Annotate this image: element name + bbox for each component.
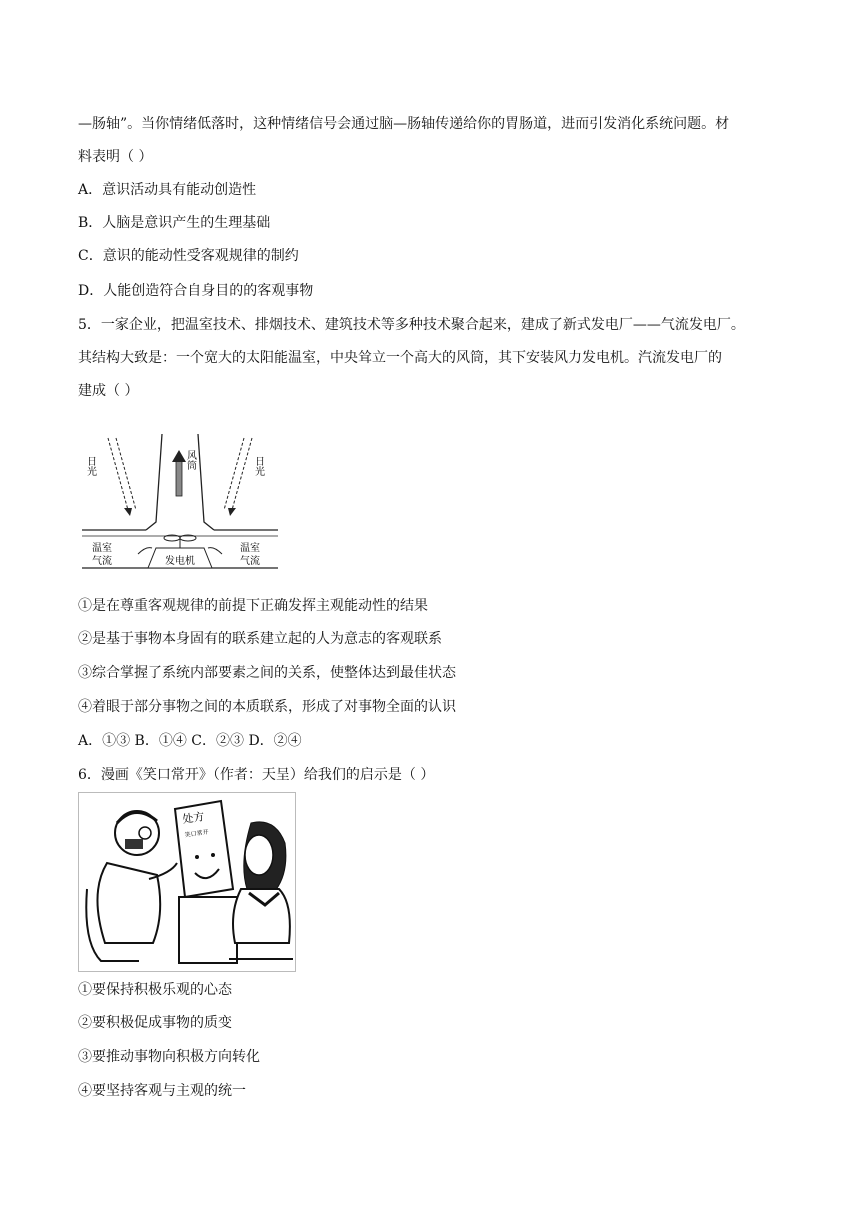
q4-option-d: D．人能创造符合自身目的的客观事物 xyxy=(78,283,314,299)
q6-statement-2: ②要积极促成事物的质变 xyxy=(78,1015,232,1031)
label-greenhouse-right: 温室 xyxy=(240,543,260,554)
q5-text-line3: 建成（ ） xyxy=(78,383,139,399)
q4-option-a: A．意识活动具有能动创造性 xyxy=(78,182,257,198)
q5-text-line2: 其结构大致是：一个宽大的太阳能温室，中央耸立一个高大的风筒，其下安装风力发电机。汽流发电厂的 xyxy=(78,350,722,366)
q6-statement-1: ①要保持积极乐观的心态 xyxy=(78,982,232,998)
label-sun-right: 日光 xyxy=(252,456,264,476)
label-greenhouse-left: 温室 xyxy=(92,543,112,554)
q4-text-line2: 料表明（ ） xyxy=(78,149,153,165)
q5-text-line1: 5．一家企业，把温室技术、排烟技术、建筑技术等多种技术聚合起来，建成了新式发电厂——气流发电厂。 xyxy=(78,317,745,333)
q5-statement-2: ②是基于事物本身固有的联系建立起的人为意志的客观联系 xyxy=(78,631,442,647)
q5-answer-options: A．①③ B．①④ C．②③ D．②④ xyxy=(78,733,302,749)
label-chimney: 风筒 xyxy=(184,450,196,470)
q4-text-line1: —肠轴”。当你情绪低落时，这种情绪信号会通过脑—肠轴传递给你的胃肠道，进而引发消化系统问题。材 xyxy=(78,116,730,132)
prescription-label: 处方 xyxy=(181,810,206,826)
label-airflow-right: 气流 xyxy=(240,556,260,567)
label-sun-left: 日光 xyxy=(84,456,96,476)
label-generator: 发电机 xyxy=(165,556,195,567)
q4-option-b: B．人脑是意识产生的生理基础 xyxy=(78,215,271,231)
q5-statement-4: ④着眼于部分事物之间的本质联系，形成了对事物全面的认识 xyxy=(78,699,456,715)
label-airflow-left: 气流 xyxy=(92,556,112,567)
q6-statement-3: ③要推动事物向积极方向转化 xyxy=(78,1049,260,1065)
q4-option-c: C．意识的能动性受客观规律的制约 xyxy=(78,248,299,264)
q5-statement-3: ③综合掌握了系统内部要素之间的关系，使整体达到最佳状态 xyxy=(78,665,456,681)
q6-statement-4: ④要坚持客观与主观的统一 xyxy=(78,1083,246,1099)
cartoon-image xyxy=(78,792,296,972)
cartoon-caption: 笑口常开 xyxy=(184,828,210,839)
power-plant-diagram xyxy=(80,430,280,570)
q5-statement-1: ①是在尊重客观规律的前提下正确发挥主观能动性的结果 xyxy=(78,598,428,614)
q6-text-line1: 6．漫画《笑口常开》（作者：天呈）给我们的启示是（ ） xyxy=(78,767,435,783)
